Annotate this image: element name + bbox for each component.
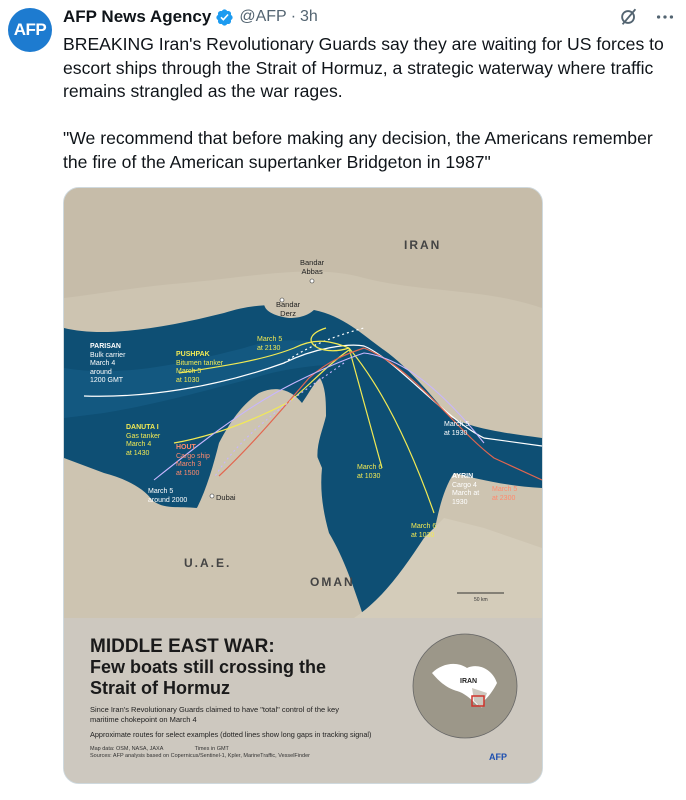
city-bandar-abbas (300, 258, 324, 276)
pushpak-line-4: at 1030 (176, 376, 200, 384)
ayrin-line-2: Cargo 4 (452, 481, 477, 489)
map-data-text: Map data: OSM, NASA, JAXA (90, 746, 164, 752)
author-name[interactable]: AFP News Agency (63, 7, 212, 26)
parisan-line-1: PARISAN (90, 343, 121, 350)
march5-2130-line-2: at 2130 (257, 344, 281, 352)
label-oman: OMAN (310, 575, 355, 589)
hout-line-3: March 3 (176, 461, 202, 468)
afp-logo: AFP (489, 752, 507, 762)
city-bandar-line-1: Bandar (276, 300, 301, 309)
march5-1930-line-1: March 5 (444, 421, 470, 428)
graphic-note: Since Iran's Revolutionary Guards claimed to have "total" control of the key maritime chokepoint on March 4 (90, 705, 339, 724)
march6-1030-a-line-1: March 6 (357, 464, 383, 471)
times-text: Times in GMT (194, 746, 229, 752)
inset-globe-map (412, 633, 518, 739)
march5-2000-line-1: March 5 (148, 488, 174, 495)
hout-line-1: HOUT (176, 444, 196, 451)
timestamp[interactable]: 3h (300, 8, 318, 25)
danuta-line-2: Gas tanker (126, 432, 161, 440)
label-parisan (90, 343, 125, 386)
label-ayrin (452, 473, 479, 507)
inset-label-iran: IRAN (460, 678, 478, 685)
parisan-line-2: Bulk carrier (90, 351, 126, 359)
tweet-text (63, 33, 675, 174)
label-march6-1030-a (357, 464, 382, 481)
city-bandar (276, 300, 300, 318)
graphic-title: MIDDLE EAST WAR: (90, 636, 275, 657)
label-march5-2300 (492, 486, 517, 503)
city-bandar-line-2: Derz (280, 309, 297, 318)
pushpak-line-2: Bitumen tanker (176, 359, 224, 367)
march6-1030-b-line-2: at 1030 (411, 531, 435, 539)
march6-1030-b-line-1: March 6 (411, 523, 437, 530)
march5-1930-line-2: at 1930 (444, 429, 468, 437)
label-march5-2130 (257, 336, 282, 353)
march6-1030-a-line-2: at 1030 (357, 472, 381, 480)
city-dubai: Dubai (216, 493, 236, 502)
tweet-media-image[interactable] (63, 187, 543, 784)
hormuz-map (64, 188, 542, 618)
scale-label: 50 km (474, 597, 488, 603)
ayrin-line-4: 1930 (452, 498, 468, 506)
label-pushpak (176, 351, 223, 385)
verified-badge-icon (215, 8, 234, 27)
hout-line-2: Cargo ship (176, 452, 210, 460)
map-data-credit (90, 746, 410, 753)
label-danuta (126, 424, 160, 458)
march5-2130-line-1: March 5 (257, 336, 283, 343)
march5-2000-line-2: around 2000 (148, 496, 188, 504)
march5-2300-line-1: March 5 (492, 486, 518, 493)
label-march6-1030-b (411, 523, 436, 540)
avatar[interactable]: AFP (8, 8, 52, 52)
author-handle[interactable]: @AFP (239, 8, 287, 25)
label-march5-1930 (444, 421, 469, 438)
pushpak-line-1: PUSHPAK (176, 351, 210, 358)
separator: · (290, 8, 297, 25)
ayrin-line-1: AYRIN (452, 473, 474, 480)
grok-icon[interactable] (618, 6, 640, 28)
hout-line-4: at 1500 (176, 469, 200, 477)
city-bandar-abbas-line-2: Abbas (301, 267, 323, 276)
routes-note: Approximate routes for select examples (dotted lines show long gaps in tracking signal) (90, 730, 372, 739)
danuta-line-3: March 4 (126, 441, 152, 448)
parisan-line-4: around (90, 368, 112, 376)
pushpak-line-3: March 5 (176, 368, 202, 375)
danuta-line-1: DANUTA I (126, 424, 159, 431)
parisan-line-5: 1200 GMT (90, 377, 124, 384)
label-hout (176, 444, 210, 478)
tweet-header (63, 4, 676, 30)
march5-2300-line-2: at 2300 (492, 494, 516, 502)
tweet-paragraph-1: BREAKING Iran's Revolutionary Guards say they are waiting for US forces to escort ships through the Strait of Hormuz, a strategic waterway where traffic remains strangled as the war rages. (63, 34, 664, 101)
sources (90, 746, 410, 760)
sources-text: Sources: AFP analysis based on Copernicus/Sentinel-1, Kpler, MarineTraffic, VesselFinder (90, 753, 311, 759)
header-actions (618, 6, 676, 28)
more-icon[interactable] (654, 6, 676, 28)
label-march5-2000 (148, 488, 187, 505)
city-bandar-abbas-line-1: Bandar (300, 258, 325, 267)
tweet-paragraph-2: "We recommend that before making any decision, the Americans remember the fire of the American supertanker Bridgeton in 1987" (63, 128, 653, 172)
graphic-subtitle: Few boats still crossing the Strait of Hormuz (90, 657, 327, 698)
danuta-line-4: at 1430 (126, 449, 150, 457)
label-uae: U.A.E. (184, 556, 232, 570)
parisan-line-3: March 4 (90, 360, 116, 367)
label-iran: IRAN (404, 238, 442, 252)
ayrin-line-3: March at (452, 490, 480, 497)
caption-panel (64, 618, 542, 783)
